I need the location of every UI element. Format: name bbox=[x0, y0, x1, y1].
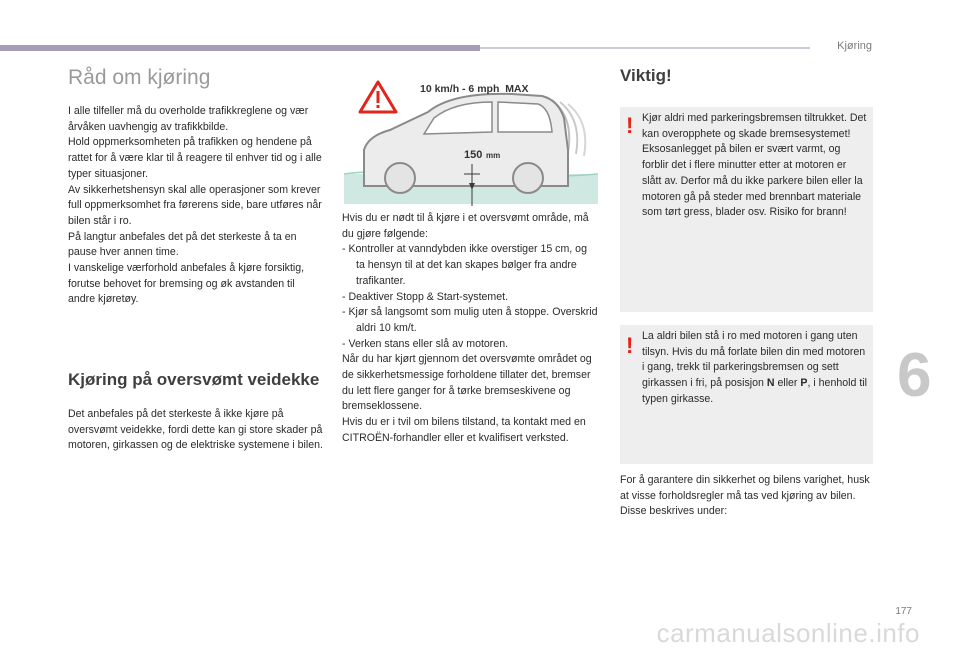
section-label: Kjøring bbox=[837, 40, 872, 52]
intro-paragraph: I alle tilfeller må du overholde trafikkreglene og vær årvåken uavhengig av trafikkbilde. Hold oppmerksomheten på trafikken og hendene på rattet for å være klar til å reagere til enhver tid og i alle typer situasjoner. Av sikkerhetshensyn skal alle operasjoner som krever full oppmerksomhet fra førerens side, bare utføres når bilen står i ro. På langtur anbefales det på det sterkeste å ta en pause hver annen time. I vanskelige værforhold anbefales å kjøre forsiktig, forutse behovet for bremsing og øk avstanden til andre kjøretøy. bbox=[68, 105, 322, 306]
watermark: carmanualsonline.info bbox=[656, 618, 920, 648]
list-item: - Kontroller at vanndybden ikke overstiger 15 cm, og ta hensyn til at det kan skapes bølger fra andre trafikanter. bbox=[342, 243, 587, 287]
page-title: Råd om kjøring bbox=[68, 66, 211, 89]
car-wheel bbox=[385, 163, 415, 193]
warning-text-part: , i henhold til typen girkasse. bbox=[642, 377, 867, 405]
warning-text-part: La aldri bilen stå i ro med motoren i gang uten tilsyn. Hvis du må forlate bilen din med motoren i gang, trekk til parkeringsbremsen og sett girkassen i fri, på posisjon bbox=[642, 330, 866, 390]
warning-triangle-icon bbox=[360, 82, 396, 112]
instructions-list bbox=[342, 242, 598, 352]
list-item: - Verken stans eller slå av motoren. bbox=[342, 337, 509, 350]
gear-p: P bbox=[800, 377, 808, 390]
depth-value: 150 bbox=[464, 149, 483, 161]
closing-paragraph: For å garantere din sikkerhet og bilens varighet, husk at visse forholdsregler må tas ved kjøring av bilen. Disse beskrives under: bbox=[620, 474, 870, 518]
column-left bbox=[68, 66, 324, 308]
exclamation-icon: ! bbox=[626, 333, 634, 358]
chapter-number: 6 bbox=[897, 341, 932, 410]
flooded-road-heading: Kjøring på oversvømt veidekke bbox=[68, 370, 320, 389]
gear-n: N bbox=[766, 377, 775, 390]
warning-box-engine-running bbox=[620, 325, 873, 464]
list-item: - Kjør så langsomt som mulig uten å stoppe. Overskrid aldri 10 km/t. bbox=[342, 306, 598, 334]
list-item: - Deaktiver Stopp & Start-systemet. bbox=[342, 290, 509, 303]
header-rule bbox=[480, 47, 810, 49]
warning-box-parking-brake bbox=[620, 107, 873, 312]
column-right bbox=[620, 66, 873, 86]
instructions-after: Når du har kjørt gjennom det oversvømte området og de sikkerhetsmessige forholdene tillater det, bremser du lett flere ganger for å tørke bremseskivene og bremseklossene. Hvis du er i tvil om bilens tilstand, ta kontakt med en CITROËN-forhandler eller et kvalifisert verksted. bbox=[342, 353, 592, 444]
warning-text-part: eller bbox=[774, 377, 801, 390]
flooded-instructions bbox=[342, 211, 598, 447]
flooded-road-body: Det anbefales på det sterkeste å ikke kjøre på oversvømt veidekke, fordi dette kan gi store skader på motoren, girkassen og de elektriske systemene i bilen. bbox=[68, 408, 323, 452]
flooded-car-illustration bbox=[342, 78, 598, 206]
page-number: 177 bbox=[895, 606, 912, 617]
depth-unit: mm bbox=[486, 151, 501, 160]
header-accent-bar bbox=[0, 45, 480, 51]
column-middle bbox=[342, 78, 598, 447]
speed-label: 10 km/h - 6 mph MAX bbox=[420, 83, 529, 95]
flooded-road-section bbox=[68, 370, 324, 454]
car-wheel bbox=[513, 163, 543, 193]
warning-text bbox=[642, 329, 868, 408]
warning-text: Kjør aldri med parkeringsbremsen tiltrukket. Det kan overopphete og skade bremsesystemet! Eksosanlegget på bilen er svært varmt, og forblir det i flere minutter etter at motoren er slått av. Derfor må du ikke parkere bilen eller la motoren gå på steder med brennbart materiale som tørt gress, blader osv. Risiko for brann! bbox=[642, 112, 867, 219]
important-heading: Viktig! bbox=[620, 66, 672, 85]
exclamation-icon: ! bbox=[626, 113, 634, 138]
instructions-intro: Hvis du er nødt til å kjøre i et oversvømt område, må du gjøre følgende: bbox=[342, 212, 589, 240]
